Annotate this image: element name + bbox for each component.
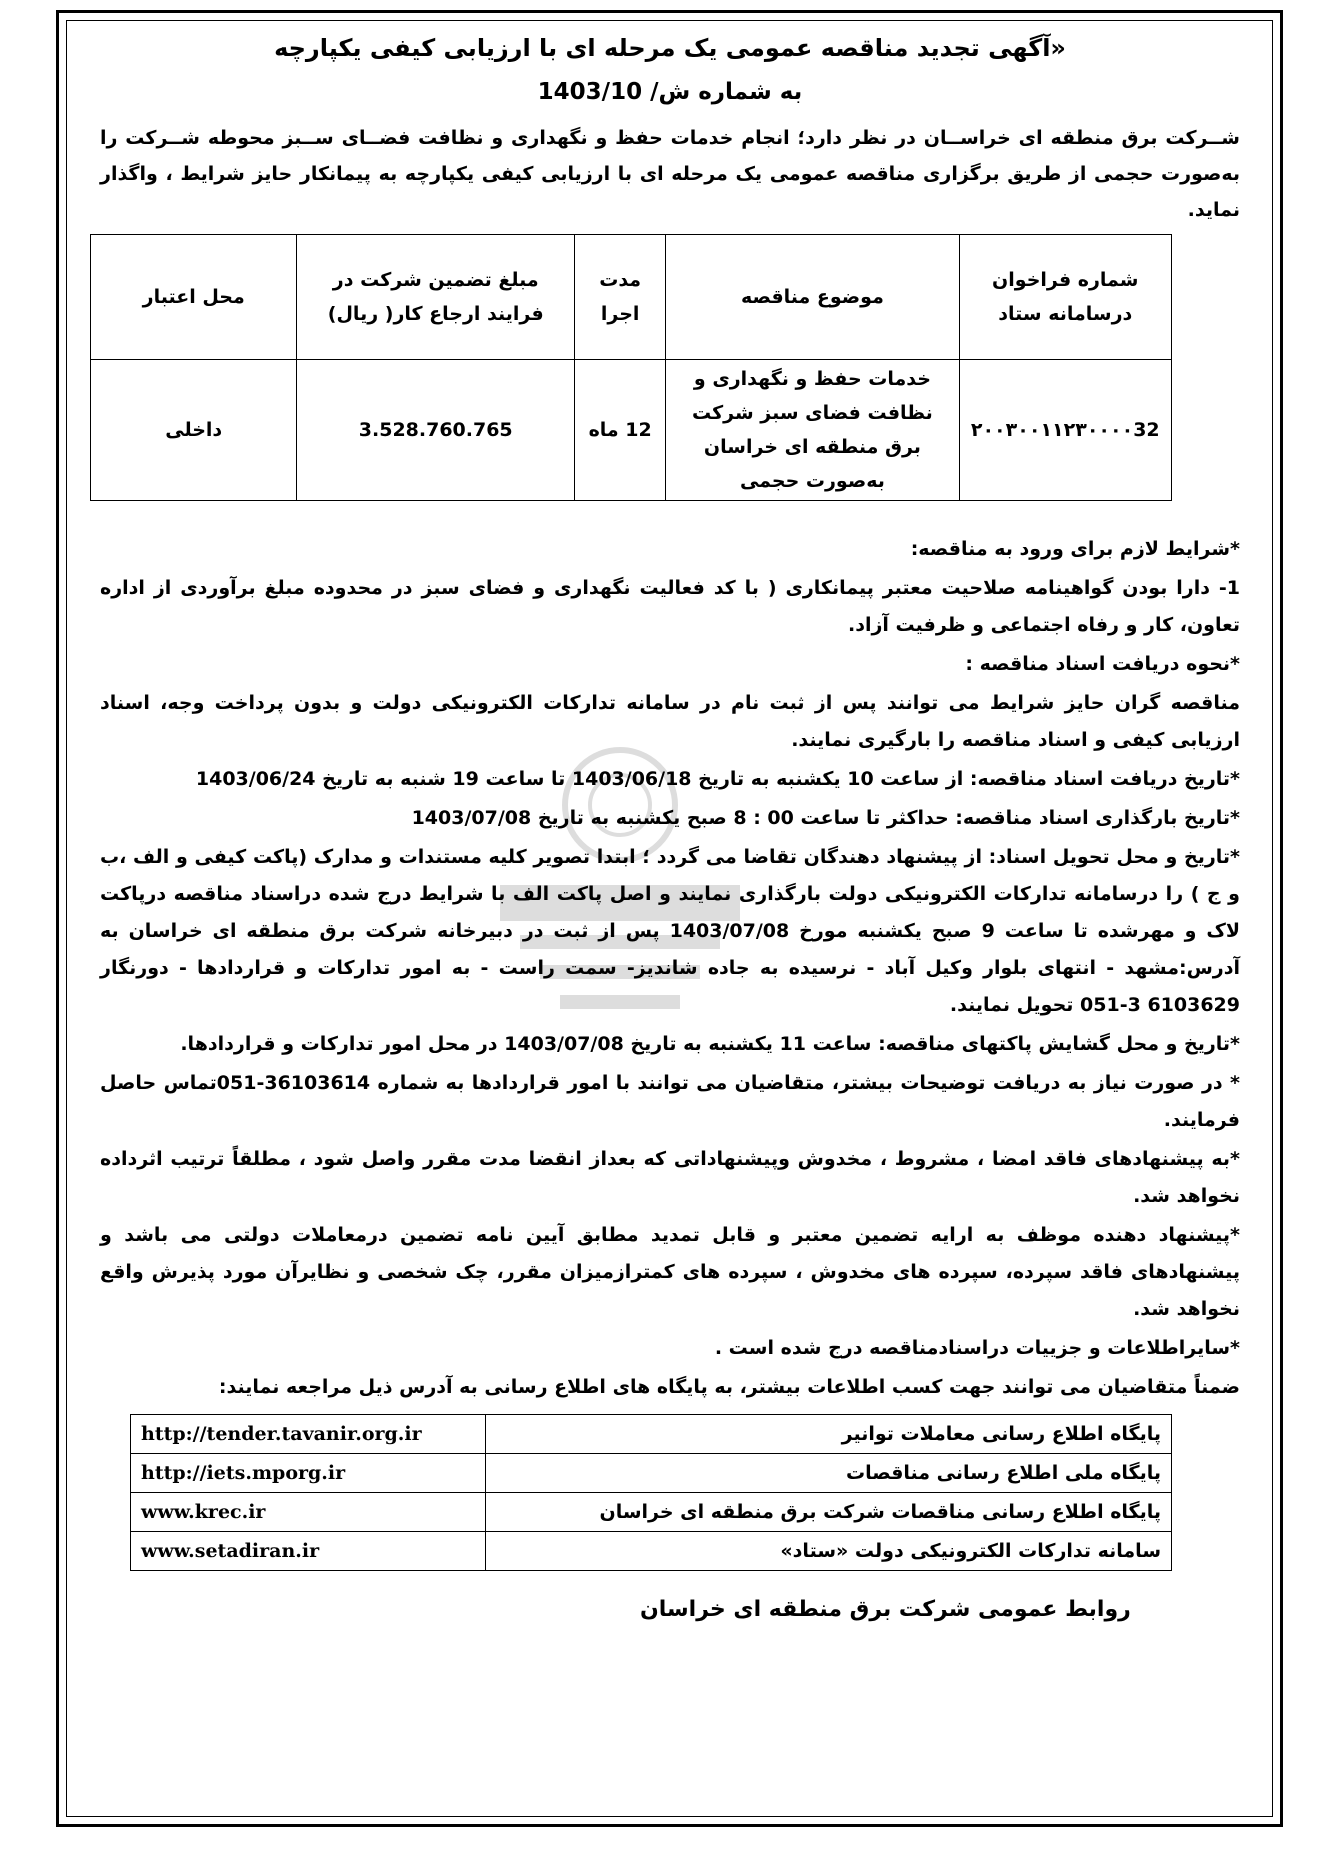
cell-call-number: ۲۰۰۳۰۰۱۱۲۳۰۰۰۰32: [959, 360, 1171, 501]
links-intro: ضمناً متقاضیان می توانند جهت کسب اطلاعات بیشتر، به پایگاه های اطلاع رسانی به آدرس ذیل مراجعه نمایند:: [218, 1376, 1240, 1398]
guarantee-note: *پیشنهاد دهنده موظف به ارایه تضمین معتبر و قابل تمدید مطابق آیین نامه تضمین درمعاملات دولتی می باشد و پیشنهادهای فاقد سپرده، سپرده های مخدوش ، سپرده های کمترازمیزان مقرر، چک شخصی و نظایرآن مورد پذیرش واقع نخواهد شد.: [100, 1224, 1240, 1320]
link-label-iets: پایگاه ملی اطلاع رسانی مناقصات: [486, 1454, 1172, 1493]
cell-guarantee: 3.528.760.765: [297, 360, 575, 501]
documents-download-info: مناقصه گران حایز شرایط می توانند پس از ثبت نام در سامانه تدارکات الکترونیکی دولت و بدون پرداخت وجه، اسناد ارزیابی کیفی و اسناد مناقصه را بارگیری نمایند.: [100, 692, 1240, 751]
documents-delivery-info: *تاریخ و محل تحویل اسناد: از پیشنهاد دهندگان تقاضا می گردد ؛ ابتدا تصویر کلیه مستندات و مدارک (پاکت کیفی و الف ،ب و ج ) را درسامانه تدارکات الکترونیکی دولت بارگذاری نمایند و اصل پاکت الف با شرایط درج شده دراسناد مناقصه درپاکت لاک و مهرشده تا ساعت 9 صبح یکشنبه مورخ 1403/07/08 پس از ثبت در دبیرخانه شرکت برق منطقه ای خراسان به آدرس:مشهد - انتهای بلوار وکیل آباد - نرسیده به جاده شاندیز- سمت راست - به امور تدارکات و قراردادها - دورنگار 6103629 3-051 تحویل نمایند.: [100, 846, 1240, 1016]
list-item: [131, 1454, 1172, 1493]
documents-heading: *نحوه دریافت اسناد مناقصه :: [965, 653, 1240, 675]
tender-table: [90, 234, 1172, 501]
link-label-tavanir: پایگاه اطلاع رسانی معاملات توانیر: [486, 1415, 1172, 1454]
table-row: [91, 360, 1172, 501]
documents-upload-date: *تاریخ بارگذاری اسناد مناقصه: حداکثر تا ساعت 00 : 8 صبح یکشنبه به تاریخ 1403/07/08: [411, 807, 1240, 829]
info-links-table: [130, 1414, 1172, 1571]
cell-duration: 12 ماه: [575, 360, 666, 501]
list-item: [131, 1415, 1172, 1454]
contact-info: * در صورت نیاز به دریافت توضیحات بیشتر، متقاضیان می توانند با امور قراردادها به شماره 36103614-051تماس حاصل فرمایند.: [100, 1072, 1240, 1131]
list-item: [131, 1493, 1172, 1532]
notice-title: «آگهی تجدید مناقصه عمومی یک مرحله ای با ارزیابی کیفی یکپارچه: [274, 34, 1066, 62]
link-label-setad: سامانه تدارکات الکترونیکی دولت «ستاد»: [486, 1532, 1172, 1571]
opening-date: *تاریخ و محل گشایش پاکتهای مناقصه: ساعت 11 یکشنبه به تاریخ 1403/07/08 در محل امور تدارکات و قراردادها.: [180, 1033, 1240, 1055]
cell-credit: داخلی: [91, 360, 297, 501]
link-url-iets[interactable]: http://iets.mporg.ir: [131, 1454, 486, 1493]
conditions-heading: *شرایط لازم برای ورود به مناقصه:: [910, 538, 1240, 560]
link-url-tavanir[interactable]: http://tender.tavanir.org.ir: [131, 1415, 486, 1454]
intro-paragraph: شــرکت برق منطقه ای خراســان در نظر دارد؛ انجام خدمات حفظ و نگهداری و نظافت فضــای ســبز محوطه شــرکت را به‌صورت حجمی از طریق برگزاری مناقصه عمومی یک مرحله ای با ارزیابی کیفی یکپارچه به پیمانکار حایز شرایط ، واگذار نماید.: [100, 127, 1240, 221]
link-url-krec[interactable]: www.krec.ir: [131, 1493, 486, 1532]
header-duration: مدت اجرا: [575, 235, 666, 360]
documents-receive-date: *تاریخ دریافت اسناد مناقصه: از ساعت 10 یکشنبه به تاریخ 1403/06/18 تا ساعت 19 شنبه به تاریخ 1403/06/24: [195, 768, 1240, 790]
rejection-note: *به پیشنهادهای فاقد امضا ، مشروط ، مخدوش وپیشنهاداتی که بعداز انقضا مدت مقرر واصل شود ، مطلقاً ترتیب اثرداده نخواهد شد.: [100, 1148, 1240, 1207]
link-url-setad[interactable]: www.setadiran.ir: [131, 1532, 486, 1571]
cell-subject: خدمات حفظ و نگهداری و نظافت فضای سبز شرکت برق منطقه ای خراسان به‌صورت حجمی: [666, 360, 959, 501]
link-label-krec: پایگاه اطلاع رسانی مناقصات شرکت برق منطقه ای خراسان: [486, 1493, 1172, 1532]
other-info-note: *سایراطلاعات و جزییات دراسنادمناقصه درج شده است .: [714, 1337, 1240, 1359]
header-subject: موضوع مناقصه: [666, 235, 959, 360]
signature-public-relations: روابط عمومی شرکت برق منطقه ای خراسان: [640, 1597, 1131, 1622]
header-credit: محل اعتبار: [91, 235, 297, 360]
notice-number: به شماره ش/ 1403/10: [537, 79, 803, 105]
conditions-section: [100, 531, 1240, 1406]
tender-table-header: [91, 235, 1172, 360]
tender-notice: [100, 28, 1240, 1622]
list-item: [131, 1532, 1172, 1571]
header-call-number: شماره فراخوان درسامانه ستاد: [959, 235, 1171, 360]
header-guarantee: مبلغ تضمین شرکت در فرایند ارجاع کار( ریال): [297, 235, 575, 360]
condition-qualification: 1- دارا بودن گواهینامه صلاحیت معتبر پیمانکاری ( با کد فعالیت نگهداری و فضای سبز در محدوده مبلغ برآوردی از اداره تعاون، کار و رفاه اجتماعی و ظرفیت آزاد.: [100, 577, 1240, 636]
